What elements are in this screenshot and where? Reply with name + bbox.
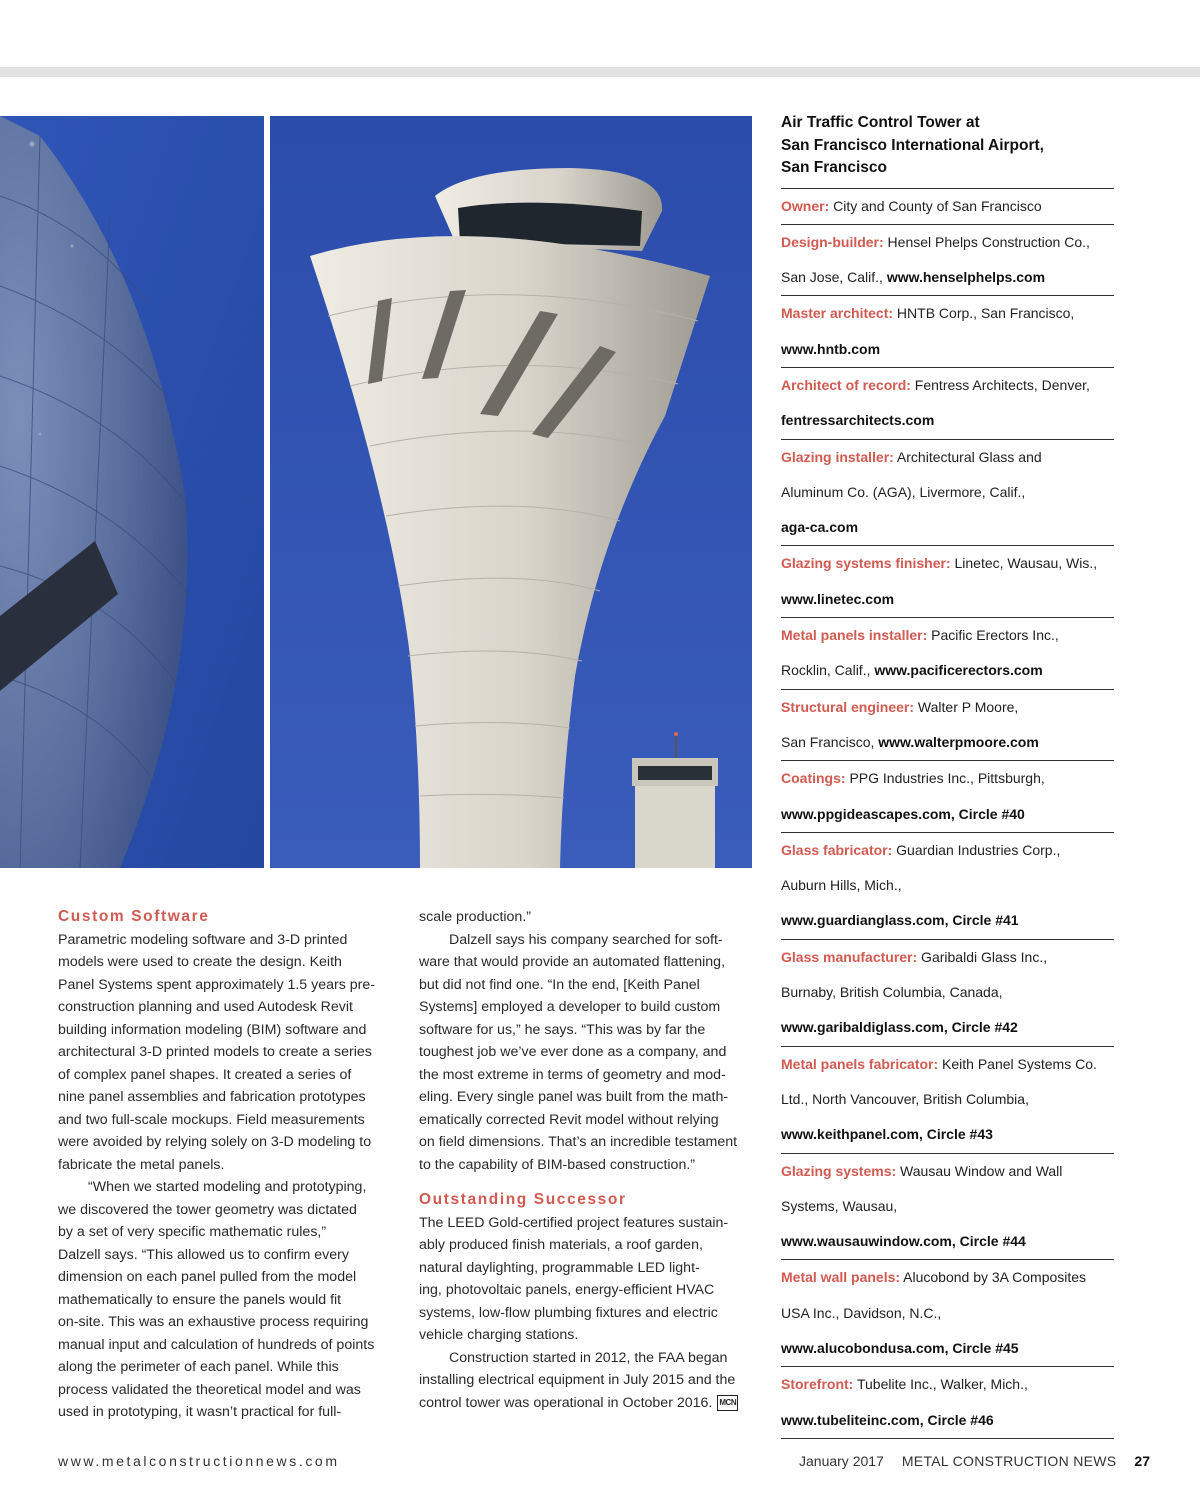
body-text-line [58,996,394,1019]
body-text-line [58,1401,394,1424]
line-text: construction planning and used Autodesk Revit [58,999,353,1015]
credit-role: Architect of record: [781,376,911,393]
credit-url[interactable]: www.walterpmoore.com [878,733,1039,750]
credit-line [781,475,1114,510]
credit-text: Ltd., North Vancouver, British Columbia, [781,1090,1029,1107]
credit-url[interactable]: www.linetec.com [781,590,895,607]
credit-role: Glazing systems: [781,1162,897,1179]
body-text-line [419,1302,755,1325]
title-line: Air Traffic Control Tower at [781,114,980,131]
line-text: toughest job we’ve ever done as a company, and [419,1044,727,1060]
credit-line [781,582,1114,617]
credit-line [781,296,1114,331]
body-text-line [58,1064,394,1087]
credit-line [781,1224,1114,1259]
body-text-line [58,1109,394,1132]
end-of-story-mark: MCN [717,1395,738,1411]
body-text-line [419,1154,755,1177]
line-text: process validated the theoretical model and was [58,1381,361,1398]
credit-url[interactable]: www.henselphelps.com [886,269,1046,286]
credit-entry [781,1154,1114,1261]
section-gap [419,1176,755,1189]
body-text-line [58,1334,394,1357]
credit-text: Guardian Industries Corp., [892,841,1061,858]
body-text-line [419,974,755,997]
line-text: mathematically to ensure the panels would fit [58,1291,342,1308]
credit-url[interactable]: www.ppgideascapes.com, Circle #40 [781,805,1025,822]
body-text-line [419,1234,755,1257]
credit-entry [781,690,1114,762]
line-text: Parametric modeling software and 3-D printed [58,931,348,948]
body-text-line [419,1347,755,1370]
credit-role: Coatings: [781,770,846,787]
line-text: “When we started modeling and prototyping, [88,1179,367,1195]
credit-entry [781,296,1114,368]
credit-line [781,690,1114,725]
credit-text: Keith Panel Systems Co. [938,1055,1097,1072]
body-text-line [419,1324,755,1347]
credit-line [781,1367,1114,1402]
top-gray-band [0,67,1200,77]
credit-text: Aluminum Co. (AGA), Livermore, Calif., [781,483,1026,500]
article-column-2 [419,906,755,1414]
line-text: models were used to create the design. Keith [58,954,342,970]
credit-text: San Francisco, [781,733,879,750]
body-text-line [419,1369,755,1392]
line-text: on field dimensions. That’s an incredible testament [419,1134,738,1150]
credit-role: Glazing systems finisher: [781,555,951,572]
credit-line [781,225,1114,260]
credit-entry [781,940,1114,1047]
project-title [781,112,1114,189]
line-text: Custom Software [58,908,210,925]
footer-website: www.metalconstructionnews.com [58,1453,340,1469]
body-text-line [419,1109,755,1132]
credit-line [781,546,1114,581]
footer-date: January 2017 [799,1453,884,1469]
credits-list [781,189,1114,1439]
body-text-line [58,1221,394,1244]
body-text-line [58,1176,394,1199]
credit-entry [781,189,1114,225]
body-text-line [58,1266,394,1289]
body-text-line [419,1064,755,1087]
body-text-line [419,1131,755,1154]
line-text: systems, low-flow plumbing fixtures and electric [419,1304,718,1321]
body-text-line [58,951,394,974]
line-text: The LEED Gold-certified project features sustain- [419,1214,729,1231]
credit-url[interactable]: www.hntb.com [781,340,881,357]
credit-text: Tubelite Inc., Walker, Mich., [853,1376,1028,1393]
credit-text: HNTB Corp., San Francisco, [893,305,1075,322]
credit-text: Walter P Moore, [914,698,1019,715]
credit-text: Architectural Glass and [893,448,1042,465]
credit-url[interactable]: fentressarchitects.com [781,412,935,429]
credit-text: Hensel Phelps Construction Co., [883,233,1090,250]
line-text: ing, photovoltaic panels, energy-efficient HVAC [419,1282,715,1298]
credit-line [781,440,1114,475]
credit-line [781,332,1114,367]
credit-role: Design-builder: [781,233,884,250]
credit-role: Structural engineer: [781,698,915,715]
credit-text: Fentress Architects, Denver, [910,376,1090,393]
body-text-line [419,996,755,1019]
credit-text: Pacific Erectors Inc., [927,627,1059,644]
line-text: Panel Systems spent approximately 1.5 years pre- [58,976,376,993]
line-text: control tower was operational in October 2016. [419,1394,713,1411]
credit-line [781,725,1114,760]
line-text: Dalzell says. “This allowed us to confirm every [58,1246,349,1263]
credit-entry [781,1047,1114,1154]
body-text-line [58,974,394,997]
body-text-line [419,1019,755,1042]
credit-text: Alucobond by 3A Composites [900,1269,1087,1286]
credit-text: Garibaldi Glass Inc., [917,948,1048,965]
credit-line [781,1154,1114,1189]
credit-line [781,368,1114,403]
line-text: the most extreme in terms of geometry and mod- [419,1066,726,1083]
footer-folio [799,1453,1150,1469]
credit-role: Master architect: [781,305,894,322]
credit-text: Linetec, Wausau, Wis., [950,555,1098,572]
body-text-line [419,1041,755,1064]
credit-entry [781,1260,1114,1367]
credit-role: Metal panels fabricator: [781,1055,939,1072]
section-heading [58,906,394,929]
line-text: vehicle charging stations. [419,1327,579,1343]
line-text: natural daylighting, programmable LED light- [419,1259,700,1276]
body-text-line [58,1379,394,1402]
credit-role: Owner: [781,197,830,214]
body-text-line [419,906,755,929]
body-text-line [58,1311,394,1334]
credit-entry [781,833,1114,940]
credit-line [781,975,1114,1010]
credit-entry [781,1367,1114,1439]
line-text: Systems] employed a developer to build custom [419,999,721,1015]
credit-role: Glass manufacturer: [781,948,918,965]
credit-url[interactable]: www.tubeliteinc.com, Circle #46 [781,1411,994,1428]
credit-text: Systems, Wausau, [781,1197,898,1214]
line-text: manual input and calculation of hundreds of points [58,1336,375,1353]
body-text-line [58,1199,394,1222]
credit-url[interactable]: www.keithpanel.com, Circle #43 [781,1126,993,1143]
control-tower-photo [270,116,752,868]
body-text-line [419,951,755,974]
line-text: but did not find one. “In the end, [Keith Panel [419,976,700,993]
credit-line [781,1082,1114,1117]
body-text-line [58,1244,394,1267]
credit-role: Glazing installer: [781,448,894,465]
line-text: by a set of very specific mathematic rules,” [58,1224,327,1240]
body-text-line [58,1041,394,1064]
line-text: scale production.” [419,909,531,925]
credit-line [781,1331,1114,1366]
body-text-line [419,1086,755,1109]
body-text-line [58,1154,394,1177]
body-text-line [419,1257,755,1280]
credit-entry [781,546,1114,618]
credit-line [781,1047,1114,1082]
line-text: architectural 3-D printed models to create a series [58,1044,372,1060]
credit-entry [781,618,1114,690]
line-text: fabricate the metal panels. [58,1156,225,1173]
line-text: Dalzell says his company searched for soft- [449,931,723,948]
line-text: Outstanding Successor [419,1191,627,1208]
credit-line [781,1296,1114,1331]
line-text: were avoided by relying solely on 3-D modeling to [58,1134,372,1150]
line-text: eling. Every single panel was built from the math- [419,1089,729,1105]
line-text: ware that would provide an automated flattening, [419,954,726,970]
credit-role: Storefront: [781,1376,854,1393]
credit-line [781,833,1114,868]
credit-line [781,618,1114,653]
credit-line [781,403,1114,438]
credit-text: Burnaby, British Columbia, Canada, [781,984,1003,1001]
line-text: building information modeling (BIM) software and [58,1021,367,1038]
credit-line [781,189,1114,224]
credit-text: Wausau Window and Wall [896,1162,1063,1179]
credit-line [781,868,1114,903]
credit-text: USA Inc., Davidson, N.C., [781,1304,942,1321]
body-text-line [419,929,755,952]
line-text: software for us,” he says. “This was by far the [419,1021,706,1038]
credit-text: San Jose, Calif., [781,269,887,286]
line-text: used in prototyping, it wasn’t practical for full- [58,1404,342,1420]
credit-role: Metal wall panels: [781,1269,901,1286]
body-text-line [58,1086,394,1109]
credit-url[interactable]: www.pacificerectors.com [874,662,1043,679]
body-text-line [58,1019,394,1042]
credit-url[interactable]: www.guardianglass.com, Circle #41 [781,912,1019,929]
body-text-line [419,1279,755,1302]
line-text: nine panel assemblies and fabrication prototypes [58,1089,366,1105]
credit-line [781,940,1114,975]
credit-entry [781,368,1114,440]
credit-entry [781,225,1114,297]
credit-role: Glass fabricator: [781,841,893,858]
credit-text: PPG Industries Inc., Pittsburgh, [845,770,1045,787]
body-text-line [419,1212,755,1235]
page-number: 27 [1134,1453,1150,1469]
facade-detail-photo [0,116,264,868]
article-column-1 [58,906,394,1424]
credit-line [781,1010,1114,1045]
credit-line [781,1189,1114,1224]
credit-line [781,260,1114,295]
line-text: we discovered the tower geometry was dictated [58,1201,357,1218]
credit-url[interactable]: www.wausauwindow.com, Circle #44 [781,1233,1026,1250]
section-heading [419,1189,755,1212]
credit-text: Auburn Hills, Mich., [781,877,902,894]
credit-role: Metal panels installer: [781,627,928,644]
line-text: installing electrical equipment in July 2015 and the [419,1372,736,1388]
line-text: ematically corrected Revit model without relying [419,1111,719,1128]
credit-url[interactable]: aga-ca.com [781,519,859,536]
line-text: of complex panel shapes. It created a series of [58,1066,352,1083]
title-line: San Francisco International Airport, [781,136,1044,154]
body-text-line [58,1356,394,1379]
body-text-line [419,1392,755,1415]
body-text-line [58,1131,394,1154]
credit-url[interactable]: www.alucobondusa.com, Circle #45 [781,1340,1019,1356]
credit-line [781,1403,1114,1438]
credit-line [781,653,1114,688]
credit-line [781,903,1114,938]
line-text: dimension on each panel pulled from the model [58,1269,357,1285]
title-line: San Francisco [781,159,887,176]
credit-text: Rocklin, Calif., [781,662,875,679]
line-text: on-site. This was an exhaustive process requiring [58,1314,369,1330]
credit-line [781,1117,1114,1152]
credit-line [781,797,1114,832]
body-text-line [58,1289,394,1312]
line-text: Construction started in 2012, the FAA began [449,1349,728,1366]
line-text: ably produced finish materials, a roof garden, [419,1237,703,1253]
credit-text: City and County of San Francisco [829,197,1042,214]
project-credits-sidebar [781,112,1114,1439]
credit-line [781,510,1114,545]
line-text: to the capability of BIM-based construction.” [419,1156,696,1173]
line-text: along the perimeter of each panel. While this [58,1359,339,1375]
credit-url[interactable]: www.garibaldiglass.com, Circle #42 [781,1019,1018,1036]
body-text-line [58,929,394,952]
credit-entry [781,761,1114,833]
credit-entry [781,440,1114,547]
credit-line [781,1260,1114,1295]
line-text: and two full-scale mockups. Field measurements [58,1111,365,1128]
footer-magazine-name: METAL CONSTRUCTION NEWS [901,1453,1117,1469]
credit-line [781,761,1114,796]
